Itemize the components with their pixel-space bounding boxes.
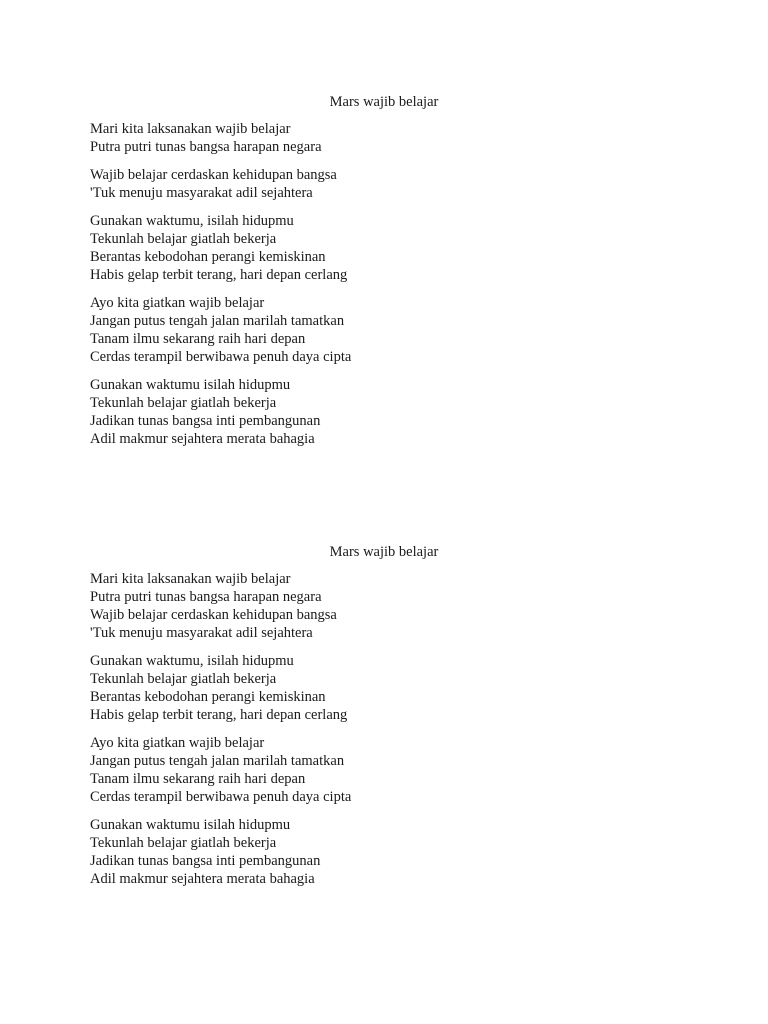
lyric-line: Gunakan waktumu, isilah hidupmu bbox=[90, 213, 294, 229]
lyric-line: Gunakan waktumu isilah hidupmu bbox=[90, 377, 291, 393]
lyric-line: Tanam ilmu sekarang raih hari depan bbox=[90, 771, 306, 787]
lyric-line: Cerdas terampil berwibawa penuh daya cipta bbox=[90, 349, 352, 365]
stanza bbox=[90, 294, 678, 366]
lyric-line: Adil makmur sejahtera merata bahagia bbox=[90, 871, 315, 887]
lyric-line: Wajib belajar cerdaskan kehidupan bangsa bbox=[90, 607, 337, 623]
lyric-line: Jadikan tunas bangsa inti pembangunan bbox=[90, 413, 321, 429]
lyric-line: Jadikan tunas bangsa inti pembangunan bbox=[90, 853, 321, 869]
lyric-line: 'Tuk menuju masyarakat adil sejahtera bbox=[90, 185, 313, 201]
stanza bbox=[90, 570, 678, 642]
song-block bbox=[90, 542, 678, 898]
lyric-line: Adil makmur sejahtera merata bahagia bbox=[90, 431, 315, 447]
lyric-line: Tekunlah belajar giatlah bekerja bbox=[90, 395, 277, 411]
stanza bbox=[90, 212, 678, 284]
lyric-line: Cerdas terampil berwibawa penuh daya cipta bbox=[90, 789, 352, 805]
lyric-line: Tanam ilmu sekarang raih hari depan bbox=[90, 331, 306, 347]
stanza bbox=[90, 816, 678, 888]
lyric-line: Putra putri tunas bangsa harapan negara bbox=[90, 589, 322, 605]
lyric-line: Mari kita laksanakan wajib belajar bbox=[90, 571, 291, 587]
lyric-line: Berantas kebodohan perangi kemiskinan bbox=[90, 689, 326, 705]
stanza bbox=[90, 652, 678, 724]
lyric-line: Gunakan waktumu isilah hidupmu bbox=[90, 817, 291, 833]
lyric-line: Berantas kebodohan perangi kemiskinan bbox=[90, 249, 326, 265]
lyric-line: Tekunlah belajar giatlah bekerja bbox=[90, 671, 277, 687]
lyric-line: Habis gelap terbit terang, hari depan cerlang bbox=[90, 267, 348, 283]
lyric-line: Habis gelap terbit terang, hari depan cerlang bbox=[90, 707, 348, 723]
lyric-line: Jangan putus tengah jalan marilah tamatkan bbox=[90, 313, 345, 329]
lyric-line: Ayo kita giatkan wajib belajar bbox=[90, 735, 265, 751]
lyric-line: Jangan putus tengah jalan marilah tamatkan bbox=[90, 753, 345, 769]
stanza bbox=[90, 120, 678, 156]
lyric-line: 'Tuk menuju masyarakat adil sejahtera bbox=[90, 625, 313, 641]
song-title: Mars wajib belajar bbox=[329, 544, 439, 560]
lyric-line: Gunakan waktumu, isilah hidupmu bbox=[90, 653, 294, 669]
lyric-line: Mari kita laksanakan wajib belajar bbox=[90, 121, 291, 137]
song-block bbox=[90, 92, 678, 458]
lyric-line: Putra putri tunas bangsa harapan negara bbox=[90, 139, 322, 155]
lyric-line: Tekunlah belajar giatlah bekerja bbox=[90, 835, 277, 851]
lyric-line: Ayo kita giatkan wajib belajar bbox=[90, 295, 265, 311]
lyric-line: Wajib belajar cerdaskan kehidupan bangsa bbox=[90, 167, 337, 183]
stanza bbox=[90, 166, 678, 202]
stanza bbox=[90, 376, 678, 448]
stanza bbox=[90, 734, 678, 806]
lyric-line: Tekunlah belajar giatlah bekerja bbox=[90, 231, 277, 247]
song-title: Mars wajib belajar bbox=[329, 94, 439, 110]
